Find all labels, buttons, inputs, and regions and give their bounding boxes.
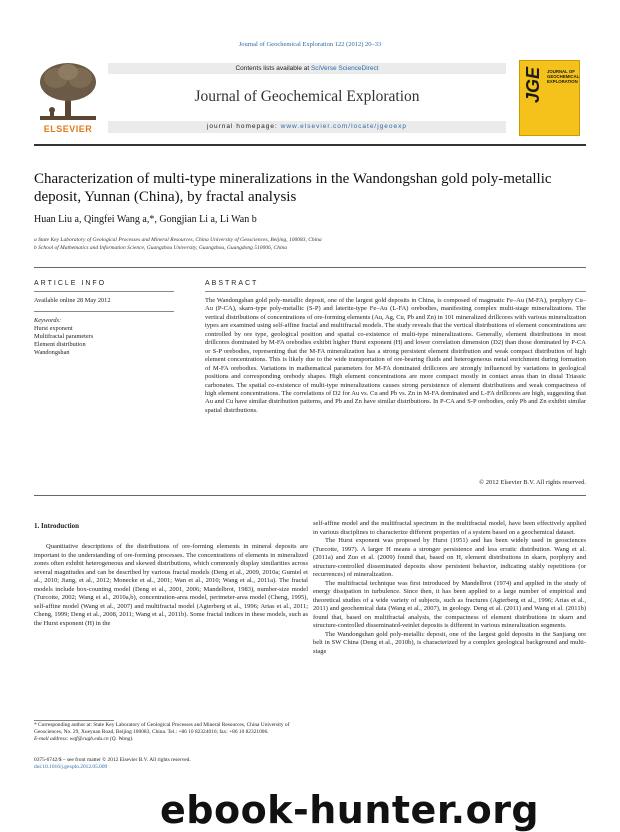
watermark-text: ebook-hunter.org [160,788,540,832]
available-rule [34,311,174,312]
journal-cover-image [519,60,580,136]
cover-title: JOURNAL OF GEOCHEMICAL EXPLORATION [547,69,580,84]
contents-strip [108,63,506,74]
section-heading-introduction: 1. Introduction [34,522,79,530]
journal-title: Journal of Geochemical Exploration [194,88,420,105]
article-info-heading: ARTICLE INFO [34,280,107,287]
contents-prefix: Contents lists available at [235,65,311,72]
article-title: Characterization of multi-type mineralizations in the Wandongshan gold poly-metallic deposit, Yunnan (China), by fractal analysis [34,171,552,205]
homepage-link[interactable]: www.elsevier.com/locate/jgeoexp [280,123,408,130]
affiliation-b: b School of Mathematics and Information Science, Guangzhou University, Guangzhou, Guangdong 510006, China [34,245,287,251]
issn-line: 0375-6742/$ – see front matter © 2012 Elsevier B.V. All rights reserved. [34,757,191,763]
intro-paragraph: The Hurst exponent was proposed by Hurst (1951) and has been widely used in geosciences (Turcotte, 1997). A larger H means a stronger persistence and less erratic distribution. Wang et al. (2011a) and Zuo et al. (2009) found that, based on H, element distributions in skarn, porphyry and structure-controlled disseminated deposits show persistent behavior, indicating stably repetitions (or recurrences) of mineralization. [313,537,586,578]
keyword-item: Wandongshan [34,349,70,356]
author-list: Huan Liu a, Qingfei Wang a,*, Gongjian Li a, Li Wan b [34,214,257,225]
intro-paragraph: self-affine model and the multifractal spectrum in the multifractal model, have been effectively applied in various disciplines to characterize different properties of a system based on a geochemical dataset. [313,520,586,536]
issn-block [34,757,191,771]
intro-paragraph: Quantitative descriptions of the distributions of ore-forming elements in mineral deposits are important to the understanding of ore-forming processes. The concentrations of elements in mineralized zones often exhibit heterogeneous and skewed distributions, which commonly display similarities across several magnitudes and can be described by various fractal models (Deng et al., 2009, 2010a; Gumiel et al., 2010; Jiang, et al., 2012; Monecke et al., 2001; Wan et al., 2010; Wang et al., 2011a). The fractal models include box-counting model (Deng et al., 2001, 2006; Mandelbrot, 1983), number-size model (Turcotte, 2002; Wang et al., 2010a,b), concentration-area model, perimeter-area model (Cheng, 1995), self-affine model (Wang et al., 2007) and multifractal model (Agterberg et al., 1996; Arias et al., 2011; Cheng, 1999; Deng et al., 2008, 2011; Wang et al., 2011b). Some fractal indices in these models, such as the Hurst exponent (H) in the [34,543,308,627]
keyword-item: Element distribution [34,341,86,348]
available-online: Available online 28 May 2012 [34,297,111,304]
email-note[interactable]: E-mail address: wqf@cugb.edu.cn (Q. Wang). [34,736,134,742]
header-rule [34,144,586,146]
sciencedirect-link[interactable]: SciVerse ScienceDirect [310,65,379,72]
keyword-item: Multifractal parameters [34,333,94,340]
cover-abbrev: JGE [523,67,543,104]
intro-left-column [34,543,308,628]
title-rule [34,267,586,268]
publisher-wordmark: ELSEVIER [43,124,93,134]
homepage-strip [108,121,506,133]
doi-link[interactable]: doi:10.1016/j.gexplo.2012.05.009 [34,764,108,770]
keyword-item: Hurst exponent [34,325,73,332]
keywords-label: Keywords: [34,317,62,324]
intro-paragraph: The multifractal technique was first introduced by Mandelbrot (1974) and applied in the study of energy dissipation in turbulence. Since then, it has been applied to a large number of empirical and theoretical studies of a wide variety of subjects, such as fractures (Agterberg et al., 1996; Arias et al., 2011) and geochemical data (Wang et al., 2007), in geology. Deng et al. (2011) and Wang et al. (2011b) found that, based on multifractal analysis, the compactness of element distributions in skarn and structure-controlled disseminated-veinlet deposits is different in various mineralization segments. [313,579,586,629]
abstract-body: The Wandongshan gold poly-metallic deposit, one of the largest gold deposits in China, is composed of magmatic Fe–Au (M-FA), porphyry Cu–Au (P-CA), skarn-type poly-metallic (S-P) and laterite-type Fe–Au (L-FA) orebodies, manifesting complex multi-stage mineralizations. The vertical distributions of concentrations of ore-forming elements (Au, Ag, Cu, Pb and Zn) in 101 mineralized drillcores with various mineralization types are examined using self-affine fractal and multifractal models. The study reveals that the vertical distributions of element concentrations are controlled by ore type, geological position and spatial co-existence of multi-type mineralizations. Generally, element distributions in most drillcores dominated by M-FA orebodies exhibit higher Hurst exponent (H) and lower correlation dimension (D2) than those dominated by P-CA or S-P orebodies, representing that the M-FA mineralization has a strong persistent element distribution and weak compact distribution of high element concentrations. This is likely due to the wide transportation of ore-bearing fluids and heterogeneous metal enrichment during formation of M-FA orebodies. Variations in mathematical parameters for M-FA dominated drillcores are strongly influenced by variations in geological positions and corresponding orebody shapes. High element concentrations are more compact mostly in contact areas than in distal Triassic carbonates. The spatial co-existence of multi-type mineralizations causes strong persistence of element distributions and weak compactness of high element concentrations. The correlations of D2 for Au vs. Cu and Pb vs. Zn in M-FA dominated and L-FA drillcores are high, suggesting that Au and Cu have similar distribution patterns, and Pb and Zn have similar distributions. In P-CA and S-P orebodies, only Pb and Zn exhibit similar spatial distributions. [205,297,586,414]
corresponding-author-note: * Corresponding author at: State Key Laboratory of Geological Processes and Mineral Resources, China University of Geosciences, No. 29, Xueyuan Road, Beijing 100083, China. Tel.: +86 10 82324016; fax: +86 10 82321006. [34,722,290,735]
intro-paragraph: The Wandongshan gold poly-metallic deposit, one of the largest gold deposits in the Sanjiang ore belt in SW China (Deng et al., 2010b), is characterized by a complex geological background and multi-stage [313,630,586,655]
elsevier-tree-logo [34,60,102,134]
abstract-bottom-rule [34,495,586,496]
footnote [34,722,308,743]
copyright-notice: © 2012 Elsevier B.V. All rights reserved. [479,479,586,486]
intro-right-column [313,520,586,656]
homepage-prefix: journal homepage: [206,123,281,130]
abstract-heading: ABSTRACT [205,280,259,287]
running-head[interactable]: Journal of Geochemical Exploration 122 (2012) 20–33 [238,41,382,48]
article-info-rule [34,291,174,292]
abstract-rule [205,291,586,292]
affiliation-a: a State Key Laboratory of Geological Processes and Mineral Resources, China University of Geosciences, Beijing, 100083, China [34,237,322,243]
footnote-rule [34,720,114,721]
